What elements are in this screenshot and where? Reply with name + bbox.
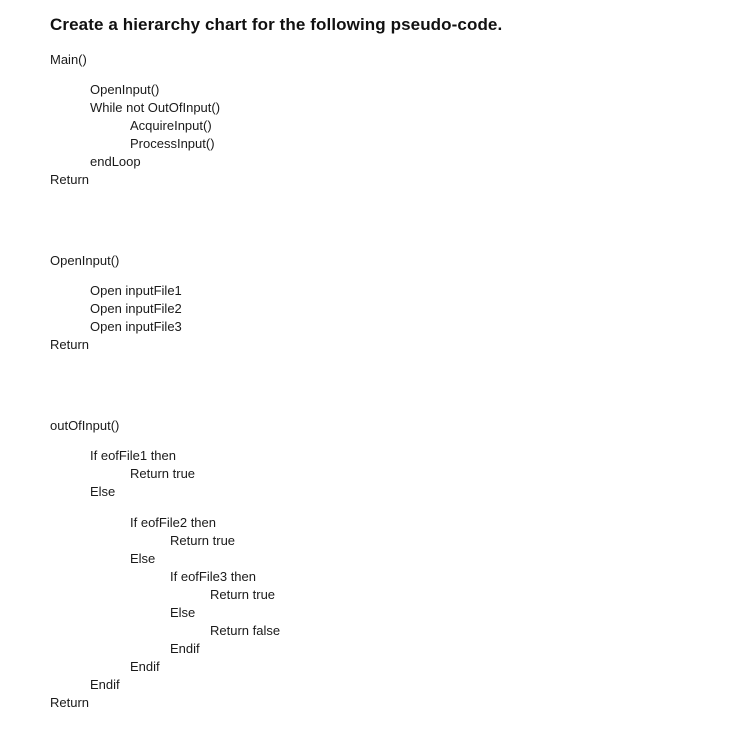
code-line: Open inputFile3 (90, 319, 182, 334)
code-line: Endif (90, 677, 120, 692)
code-line: Open inputFile1 (90, 283, 182, 298)
main-module-return: Return (50, 172, 90, 187)
code-line: Return true (210, 587, 276, 602)
code-line: OpenInput() (90, 82, 160, 97)
code-line: Else (170, 605, 196, 620)
code-line: While not OutOfInput() (90, 100, 221, 115)
main-module-header: Main() (50, 52, 87, 67)
open-input-module-header: OpenInput() (50, 253, 120, 268)
code-line: Open inputFile2 (90, 301, 182, 316)
code-line: Endif (170, 641, 200, 656)
code-line: endLoop (90, 154, 141, 169)
code-line: Return true (130, 466, 196, 481)
code-line: Else (130, 551, 156, 566)
code-line: If eofFile3 then (170, 569, 256, 584)
page-title: Create a hierarchy chart for the following pseudo-code. (50, 15, 503, 34)
code-line: Return true (170, 533, 236, 548)
code-line: If eofFile1 then (90, 448, 176, 463)
code-line: Endif (130, 659, 160, 674)
code-line: Return false (210, 623, 281, 638)
out-of-input-module-header: outOfInput() (50, 418, 120, 433)
code-line: If eofFile2 then (130, 515, 216, 530)
open-input-module-return: Return (50, 337, 90, 352)
code-line: Else (90, 484, 116, 499)
out-of-input-module-return: Return (50, 695, 90, 710)
code-line: ProcessInput() (130, 136, 215, 151)
code-line: AcquireInput() (130, 118, 212, 133)
